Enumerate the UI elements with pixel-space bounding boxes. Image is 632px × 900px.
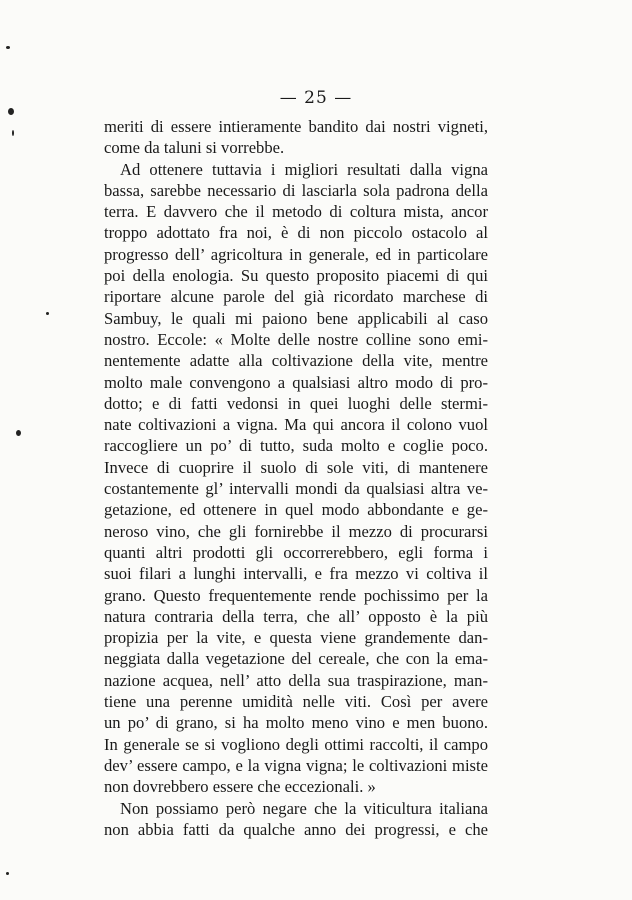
text-line: tiene una perenne umidità nelle viti. Così per avere bbox=[104, 692, 488, 712]
text-line: neggiata dalla vegetazione del cereale, che con la ema- bbox=[104, 649, 488, 669]
body-text bbox=[104, 116, 488, 840]
text-line: Invece di cuoprire il suolo di sole viti, di mantenere bbox=[104, 457, 488, 477]
scan-speck bbox=[6, 872, 9, 875]
text-line: dev’ essere campo, e la vigna vigna; le coltivazioni miste bbox=[104, 755, 488, 775]
text-line: terra. E davvero che il metodo di coltura mista, ancor bbox=[104, 202, 488, 222]
text-line: natura contraria della terra, che all’ opposto è la più bbox=[104, 606, 488, 626]
text-line: raccogliere un po’ di tutto, suda molto e coglie poco. bbox=[104, 436, 488, 456]
scan-speck bbox=[8, 108, 14, 115]
text-line: nentemente adatte alla coltivazione della vite, mentre bbox=[104, 351, 488, 371]
text-line: Ad ottenere tuttavia i migliori resultati dalla vigna bbox=[120, 159, 488, 179]
text-line: suoi filari a lunghi intervalli, e fra mezzo vi coltiva il bbox=[104, 564, 488, 584]
text-line: poi della enologia. Su questo proposito piacemi di qui bbox=[104, 266, 488, 286]
text-line: Sambuy, le quali mi paiono bene applicabili al caso bbox=[104, 308, 488, 328]
text-line: nazione acquea, nell’ atto della sua traspirazione, man- bbox=[104, 670, 488, 690]
text-line: Non possiamo però negare che la viticultura italiana bbox=[120, 798, 488, 818]
text-line: nate coltivazioni a vigna. Ma qui ancora il colono vuol bbox=[104, 415, 488, 435]
text-line: meriti di essere intieramente bandito dai nostri vigneti, bbox=[104, 117, 488, 136]
text-line: come da taluni si vorrebbe. bbox=[104, 138, 285, 158]
text-line: un po’ di grano, si ha molto meno vino e men buono. bbox=[104, 713, 488, 733]
text-line: propizia per la vite, e questa viene grandemente dan- bbox=[104, 628, 488, 648]
text-line: dotto; e di fatti vedonsi in quei luoghi delle stermi- bbox=[104, 393, 488, 413]
text-line: quanti altri prodotti gli occorrerebbero, egli forma i bbox=[104, 542, 488, 562]
text-line: In generale se si vogliono degli ottimi raccolti, il campo bbox=[104, 734, 488, 754]
scan-speck bbox=[12, 130, 14, 136]
scan-speck bbox=[46, 312, 49, 315]
text-line: nostro. Eccole: « Molte delle nostre colline sono emi- bbox=[104, 329, 488, 349]
text-line: non abbia fatti da qualche anno dei progressi, e che bbox=[104, 819, 488, 839]
page-number: — 25 — bbox=[279, 88, 353, 108]
text-line: grano. Questo frequentemente rende pochissimo per la bbox=[104, 585, 488, 605]
text-line: molto male convengono a qualsiasi altro modo di pro- bbox=[104, 372, 488, 392]
text-line: non dovrebbero essere che eccezionali. » bbox=[104, 777, 376, 797]
text-line: progresso dell’ agricoltura in generale, ed in particolare bbox=[104, 244, 488, 264]
text-line: getazione, ed ottenere in quel modo abbondante e ge- bbox=[104, 500, 488, 520]
text-line: riportare alcune parole del già ricordato marchese di bbox=[104, 287, 488, 307]
text-line: troppo adottato fra noi, è di non piccolo ostacolo al bbox=[104, 223, 488, 243]
scan-speck bbox=[16, 430, 21, 436]
scan-speck bbox=[6, 46, 10, 49]
text-line: bassa, sarebbe necessario di lasciarla sola padrona della bbox=[104, 180, 488, 200]
text-line: neroso vino, che gli fornirebbe il mezzo di procurarsi bbox=[104, 521, 488, 541]
text-line: costantemente gl’ intervalli mondi da qualsiasi altra ve- bbox=[104, 479, 488, 499]
